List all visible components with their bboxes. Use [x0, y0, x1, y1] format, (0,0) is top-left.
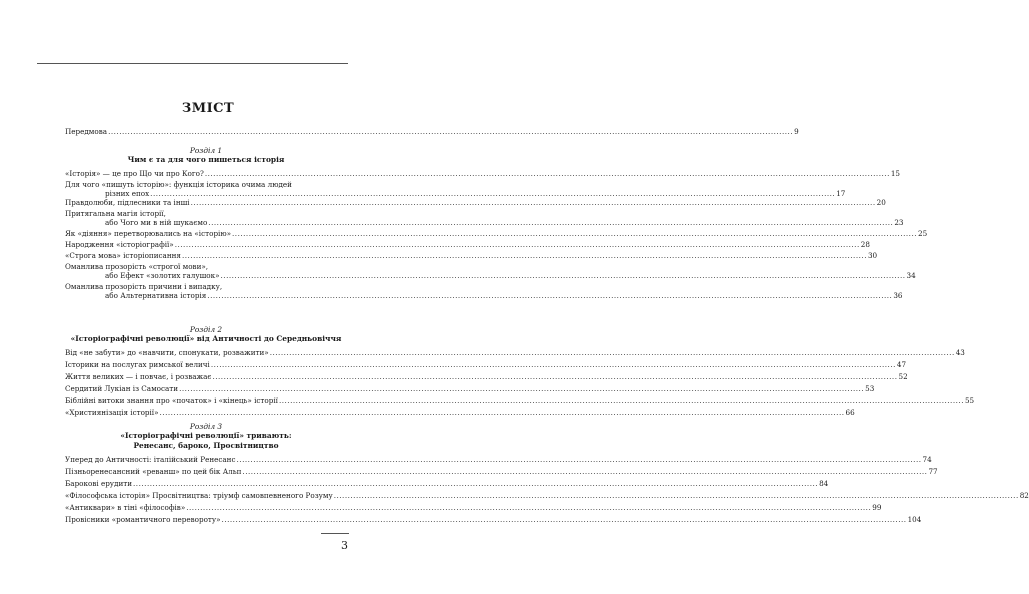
bottom-rule [321, 533, 349, 534]
toc-entry: «Філософська історія» Просвітництва: тріумф самовпевненого Розуму ..... 82 [65, 491, 347, 500]
page-title: ЗМІСТ [181, 101, 235, 116]
entry-title: Передмова [65, 127, 108, 136]
toc-entry: Біблійні витоки знання про «початок» і «кінець» історії ..... 55 [65, 396, 347, 405]
toc-entry: Правдолюби, підлесники та інші ..... 20 [65, 198, 347, 207]
toc-entry: Як «діяння» перетворювались на «історію» ..... 25 [65, 229, 347, 238]
section-title: «Історіографічні революції» від Античності до Середньовіччя [70, 334, 342, 343]
toc-entry: Пізньоренесансний «реванш» по цей бік Альп ..... 77 [65, 467, 347, 476]
toc-entry: «Строга мова» історіописання ..... 30 [65, 251, 347, 260]
entry-page: 9 [794, 127, 799, 136]
toc-entry: Життя великих — і повчає, і розважає ..... 52 [65, 372, 347, 381]
toc-entry: Сердитий Лукіан із Самосати ..... 53 [65, 384, 347, 393]
preface-entry [65, 127, 799, 136]
toc-entry: Історики на послугах римської величі ..... 47 [65, 360, 347, 369]
toc-entry: Від «не забути» до «навчити, спонукати, розважити» ..... 43 [65, 348, 347, 357]
toc-entry: Оманлива прозорість причини і випадку, або Альтернативна історія ..... 36 [65, 282, 347, 300]
toc-entry: Уперед до Античності: італійський Ренесанс ..... 74 [65, 455, 347, 464]
section-label: Розділ 1 [189, 146, 223, 155]
top-rule [37, 63, 348, 64]
toc-entry: Народження «історіографії» ..... 28 [65, 240, 347, 249]
toc-entry: «Антиквари» в тіні «філософів» ..... 99 [65, 503, 347, 512]
dot-leader [108, 127, 793, 136]
page-number: 3 [341, 539, 348, 552]
toc-entry: Барокові ерудити ..... 84 [65, 479, 347, 488]
section-title: «Історіографічні революції» тривають: [120, 431, 292, 440]
toc-entry: Оманлива прозорість «строгої мови», або Ефект «золотих галушок» ..... 34 [65, 262, 347, 280]
toc-entry: Притягальна магія історії, або Чого ми в ній шукаємо ..... 23 [65, 209, 347, 227]
section-3 [65, 422, 1029, 524]
section-label: Розділ 2 [189, 325, 223, 334]
section-2 [65, 325, 975, 417]
section-1 [65, 146, 928, 300]
section-label: Розділ 3 [189, 422, 223, 431]
toc-entry: Провісники «романтичного перевороту» ..... 104 [65, 515, 347, 524]
toc-entry: «Історія» — це про Що чи про Кого? ..... 15 [65, 169, 347, 178]
toc-entry: «Християнізація історії» ..... 66 [65, 408, 347, 417]
section-title: Ренесанс, бароко, Просвітництво [133, 441, 279, 450]
section-title: Чим є та для чого пишеться історія [127, 155, 285, 164]
toc-entry: Для чого «пишуть історію»: функція історика очима людей різних епох ..... 17 [65, 180, 347, 198]
